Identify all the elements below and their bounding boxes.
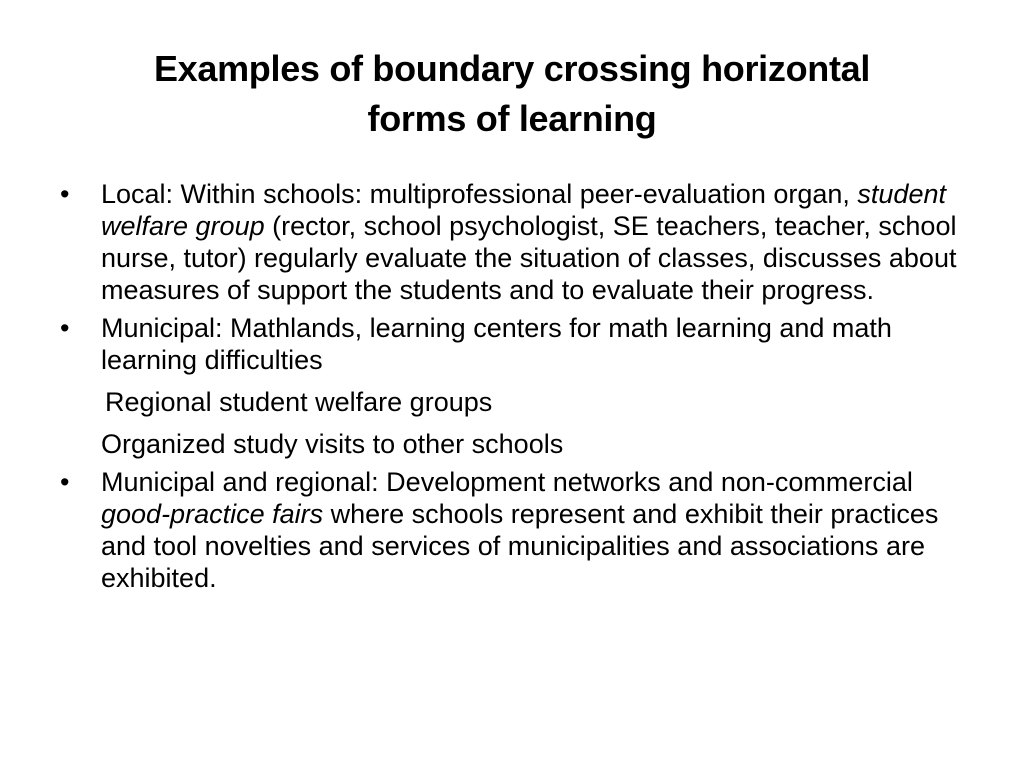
- bullet-item-municipal-regional: [60, 466, 980, 594]
- slide-title: [60, 44, 964, 144]
- sub-line-study-visits: Organized study visits to other schools: [101, 429, 564, 459]
- bullet-text: (rector, school psychologist, SE teachers, teacher, school nurse, tutor) regularly evaluate the situation of classes, discusses about measures of support the students and to evaluate their progress.: [101, 211, 957, 305]
- bullet-item-municipal: [60, 312, 980, 376]
- bullet-text: where schools represent and exhibit their practices and tool novelties and services of municipalities and associations are exhibited.: [101, 499, 939, 593]
- bullet-text: Municipal: Mathlands, learning centers for math learning and math learning difficulties: [101, 313, 892, 375]
- bullet-text: Municipal and regional: Development networks and non-commercial: [101, 467, 913, 497]
- title-line-2: forms of learning: [367, 98, 657, 139]
- bullet-text: Local: Within schools: multiprofessional peer-evaluation organ,: [101, 179, 858, 209]
- bullet-italic-text: good-practice fairs: [101, 499, 324, 529]
- bullet-item-local: [60, 178, 980, 306]
- bullet-icon: •: [60, 313, 70, 343]
- sub-line-regional: Regional student welfare groups: [105, 387, 493, 417]
- slide-body: [60, 178, 980, 600]
- bullet-italic-text: student welfare group: [101, 179, 946, 241]
- title-line-1: Examples of boundary crossing horizontal: [153, 48, 871, 89]
- bullet-icon: •: [60, 467, 70, 497]
- bullet-icon: •: [60, 179, 70, 209]
